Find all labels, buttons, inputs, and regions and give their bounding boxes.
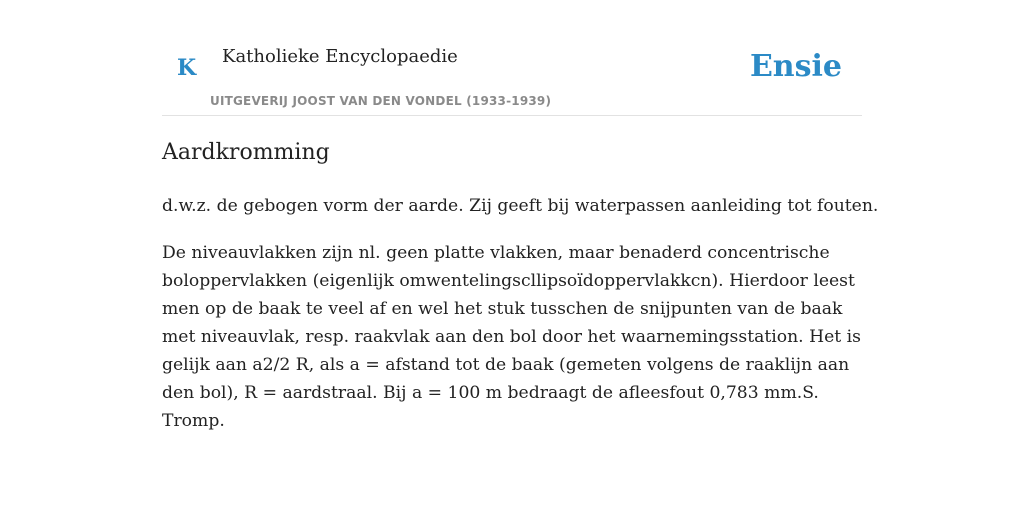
encyclopedia-title: Katholieke Encyclopaedie [222,46,458,67]
article-paragraph: De niveauvlakken zijn nl. geen platte vlakken, maar benaderd concentrische boloppervlakken (eigenlijk omwentelingscllipsoïdoppervlakkcn). Hierdoor leest men op de baak te veel af en wel het stuk tusschen de snijpunten van de baak met niveauvlak, resp. raakvlak aan den bol door het waarnemingsstation. Het is gelijk aan a2/2 R, als a = afstand tot de baak (gemeten volgens de raaklijn aan den bol), R = aardstraal. Bij a = 100 m bedraagt de afleesfout 0,783 mm.S. Tromp. [162,243,861,431]
publisher-subtitle: UITGEVERIJ JOOST VAN DEN VONDEL (1933-1939) [210,94,552,108]
encyclopedia-logo[interactable]: K [177,55,197,81]
ensie-brand-link[interactable]: Ensie [749,49,842,84]
site-header [162,0,862,116]
article-paragraph: d.w.z. de gebogen vorm der aarde. Zij geeft bij waterpassen aanleiding tot fouten. [162,196,879,216]
article-title: Aardkromming [162,140,330,165]
page-container [162,0,879,431]
